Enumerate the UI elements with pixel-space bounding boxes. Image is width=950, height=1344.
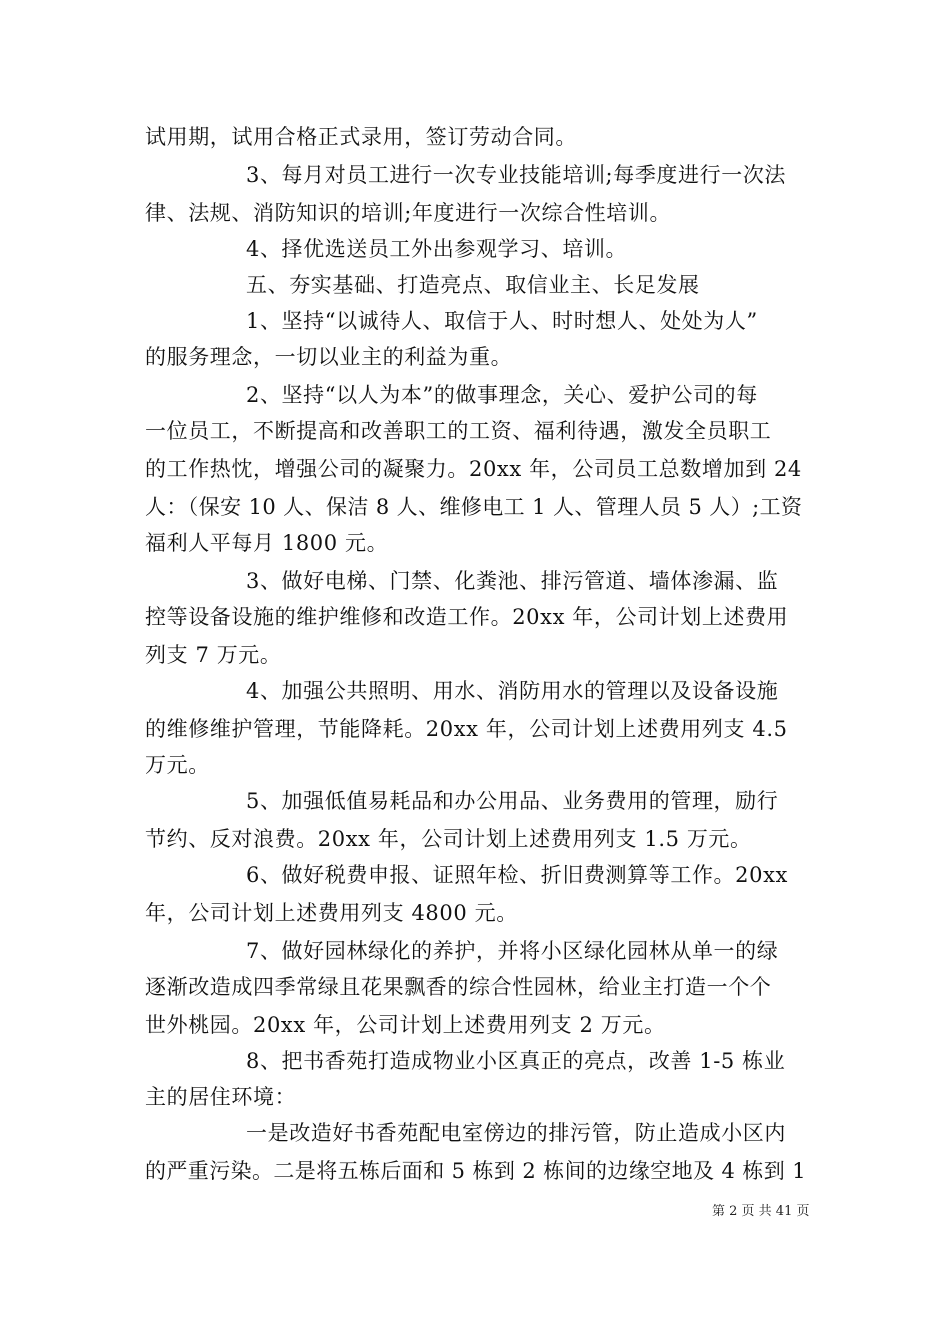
text-line: 的严重污染。二是将五栋后面和 5 栋到 2 栋间的边缘空地及 4 栋到 1 <box>145 1159 806 1183</box>
text-line: 律、法规、消防知识的培训;年度进行一次综合性培训。 <box>145 201 672 225</box>
text-line: 4、择优选送员工外出参观学习、培训。 <box>246 237 628 261</box>
text-line: 6、做好税费申报、证照年检、折旧费测算等工作。20xx <box>246 863 788 887</box>
text-line: 人：（保安 10 人、保洁 8 人、维修电工 1 人、管理人员 5 人）;工资 <box>145 495 803 519</box>
text-line: 万元。 <box>145 753 210 777</box>
text-line: 列支 7 万元。 <box>145 643 282 667</box>
text-line: 一位员工，不断提高和改善职工的工资、福利待遇，激发全员职工 <box>145 419 772 443</box>
text-line: 2、坚持“以人为本”的做事理念，关心、爱护公司的每 <box>246 383 758 407</box>
text-line: 3、每月对员工进行一次专业技能培训;每季度进行一次法 <box>246 163 787 187</box>
text-line: 逐渐改造成四季常绿且花果飘香的综合性园林，给业主打造一个个 <box>145 975 772 999</box>
text-line: 7、做好园林绿化的养护，并将小区绿化园林从单一的绿 <box>246 939 779 963</box>
text-line: 8、把书香苑打造成物业小区真正的亮点，改善 1-5 栋业 <box>246 1049 786 1073</box>
text-line: 主的居住环境： <box>145 1085 297 1109</box>
text-line: 的工作热忱，增强公司的凝聚力。20xx 年，公司员工总数增加到 24 <box>145 457 802 481</box>
text-line: 的维修维护管理，节能降耗。20xx 年，公司计划上述费用列支 4.5 <box>145 717 788 741</box>
text-line: 1、坚持“以诚待人、取信于人、时时想人、处处为人” <box>246 309 758 333</box>
page-number-footer: 第 2 页 共 41 页 <box>712 1204 810 1219</box>
text-line: 一是改造好书香苑配电室傍边的排污管，防止造成小区内 <box>246 1121 786 1145</box>
text-line: 5、加强低值易耗品和办公用品、业务费用的管理，励行 <box>246 789 779 813</box>
text-line: 控等设备设施的维护维修和改造工作。20xx 年，公司计划上述费用 <box>145 605 789 629</box>
text-line: 节约、反对浪费。20xx 年，公司计划上述费用列支 1.5 万元。 <box>145 827 752 851</box>
text-line: 世外桃园。20xx 年，公司计划上述费用列支 2 万元。 <box>145 1013 666 1037</box>
text-line: 的服务理念，一切以业主的利益为重。 <box>145 345 513 369</box>
text-line: 4、加强公共照明、用水、消防用水的管理以及设备设施 <box>246 679 779 703</box>
text-line: 福利人平每月 1800 元。 <box>145 531 389 555</box>
text-line: 试用期，试用合格正式录用，签订劳动合同。 <box>145 125 577 149</box>
text-line: 3、做好电梯、门禁、化粪池、排污管道、墙体渗漏、监 <box>246 569 779 593</box>
section-heading: 五、夯实基础、打造亮点、取信业主、长足发展 <box>246 273 700 297</box>
text-line: 年，公司计划上述费用列支 4800 元。 <box>145 901 518 925</box>
